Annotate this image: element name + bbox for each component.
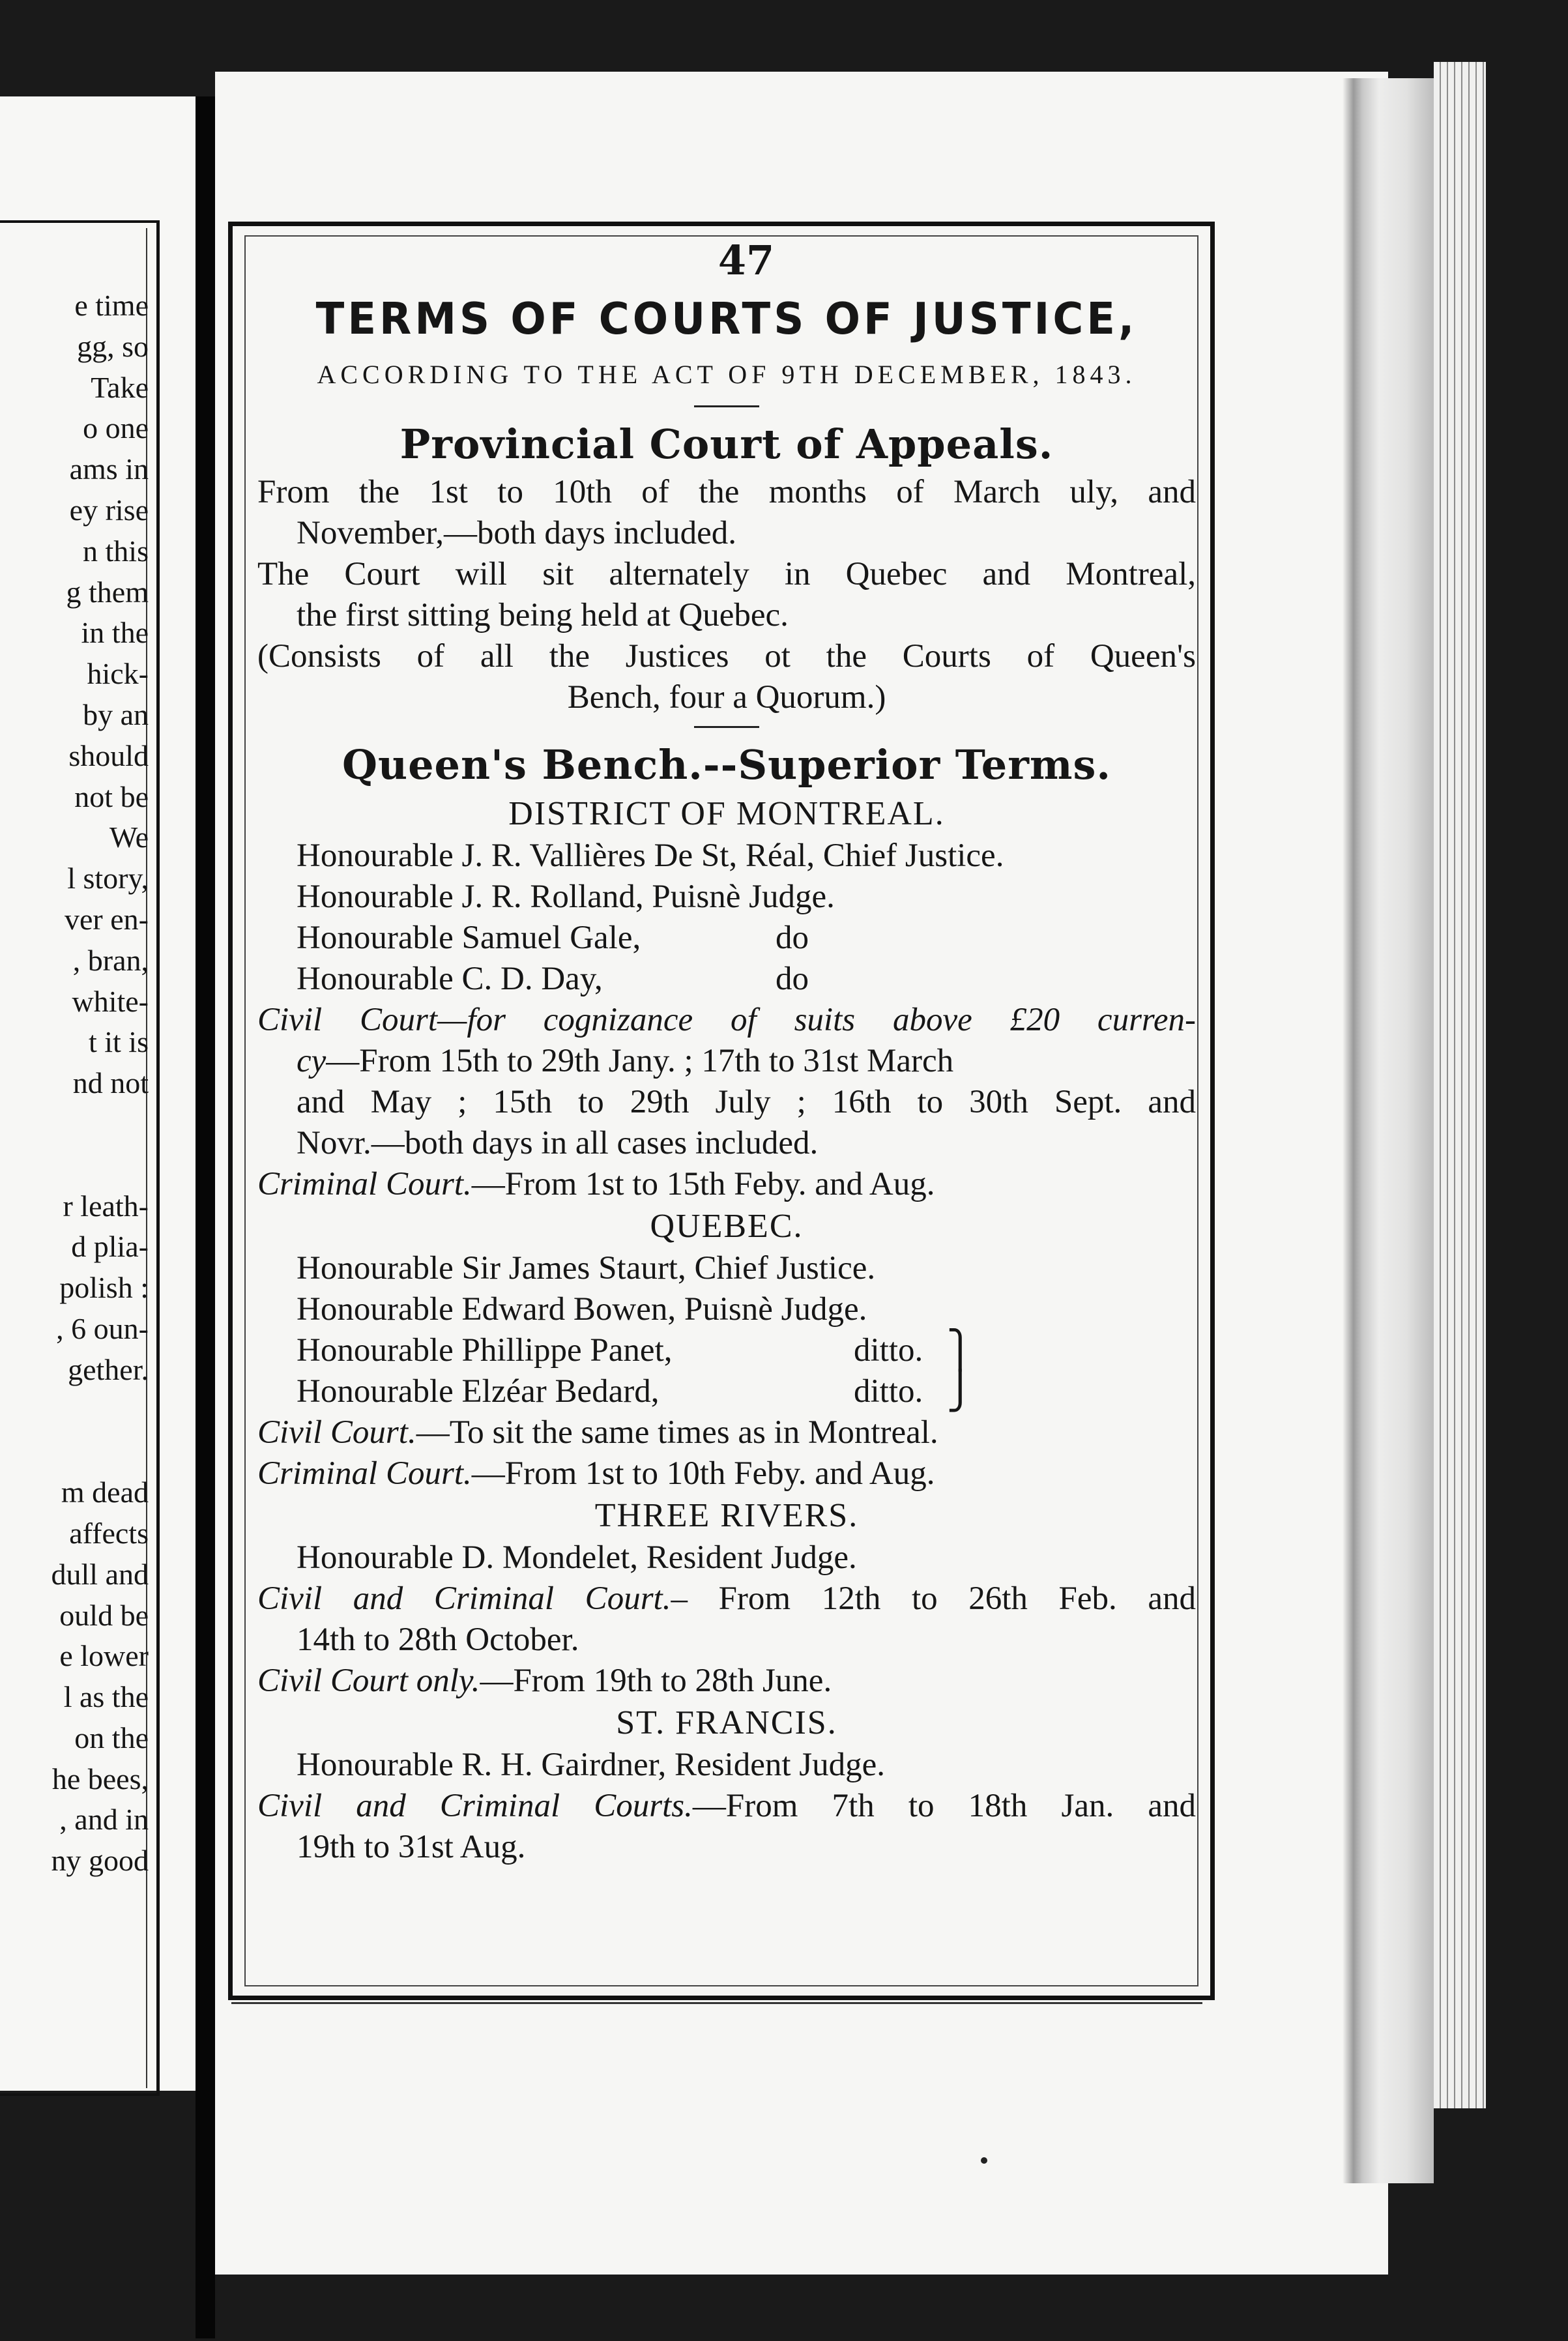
section-divider [694, 405, 759, 407]
left-page-line [0, 1431, 149, 1472]
appeals-line: Bench, four a Quorum.) [567, 679, 886, 716]
left-facing-page [0, 96, 196, 2091]
three-rivers-court-line [257, 1578, 1196, 1620]
criminal-court-dates: —From 1st to 10th Feby. and Aug. [471, 1455, 935, 1492]
montreal-civil-line [257, 1041, 1196, 1082]
left-page-line: on the [74, 1721, 149, 1754]
left-page-line: We [109, 821, 149, 854]
quebec-civil-line [257, 1412, 1196, 1453]
civil-court-cont: cy [297, 1043, 327, 1079]
left-page-line: should [68, 738, 149, 772]
judge-role: ditto. [854, 1373, 923, 1410]
book-gutter [196, 96, 215, 2338]
montreal-civil-line [257, 1000, 1196, 1041]
left-page-line: nd not [72, 1066, 149, 1100]
appeals-line: (Consists of all the Justices ot the Courts of Queen's [257, 638, 1196, 675]
left-page-line: in the [81, 616, 149, 650]
left-page-line: not be [74, 779, 149, 813]
left-page-line: , and in [59, 1803, 149, 1837]
montreal-criminal-line [257, 1164, 1196, 1205]
judge-entry: Honourable D. Mondelet, Resident Judge. [297, 1539, 857, 1576]
appeals-heading: Provincial Court of Appeals. [399, 420, 1054, 468]
left-page-line: e time [74, 289, 149, 322]
left-page-line: g them [66, 575, 149, 609]
civil-court-label: Civil Court. [257, 1414, 416, 1451]
judge-entry [257, 1289, 1196, 1330]
page-subtitle: ACCORDING TO THE ACT OF 9TH DECEMBER, 1843. [317, 360, 1137, 389]
left-page-line: n this [83, 534, 149, 568]
civil-court-dates: —To sit the same times as in Montreal. [416, 1414, 938, 1451]
left-page-line: ny good [51, 1844, 149, 1878]
district-montreal: DISTRICT OF MONTREAL. [508, 795, 945, 832]
left-page-line: polish : [59, 1271, 149, 1305]
criminal-court-label: Criminal Court. [257, 1455, 472, 1492]
judge-entry [257, 877, 1196, 918]
page-number: 47 [718, 237, 775, 284]
judge-entry: Honourable R. H. Gairdner, Resident Judge. [297, 1747, 886, 1783]
queens-bench-heading: Queen's Bench.--Superior Terms. [341, 741, 1112, 789]
left-page-line: gg, so [77, 329, 149, 363]
brace-glyph: ⎫ [946, 1330, 974, 1371]
appeals-line: The Court will sit alternately in Quebec and Montreal, [257, 556, 1196, 592]
three-rivers-court-line: 14th to 28th October. [297, 1621, 579, 1658]
judge-name: Honourable J. R. Vallières De St, Réal, Chief Justice. [297, 837, 1004, 874]
page-stack-edges [1434, 62, 1486, 2108]
left-page-line: white- [72, 984, 149, 1018]
left-page-line: hick- [87, 657, 149, 691]
left-page-line [0, 1104, 149, 1145]
judge-entry [257, 1330, 1196, 1371]
criminal-court-label: Criminal Court. [257, 1166, 472, 1202]
district-quebec: QUEBEC. [650, 1208, 804, 1245]
left-page-line: l as the [63, 1680, 149, 1714]
left-page-line: t it is [88, 1025, 149, 1059]
montreal-civil-line: Novr.—both days in all cases included. [297, 1125, 819, 1161]
left-page-line [0, 1391, 149, 1432]
brace-glyph: ⎭ [946, 1371, 974, 1412]
left-page-line: o one [83, 411, 149, 445]
courts-dates: —From 7th to 18th Jan. and [692, 1788, 1196, 1824]
left-page-line: d plia- [71, 1230, 149, 1264]
section-divider [694, 726, 759, 728]
judge-role: do [776, 961, 809, 997]
judge-name: Honourable Samuel Gale, [297, 920, 641, 956]
left-page-line: ver en- [65, 902, 149, 936]
three-rivers-civil-only-line [257, 1661, 1196, 1702]
civil-only-dates: —From 19th to 28th June. [480, 1663, 832, 1699]
left-page-line: by an [83, 697, 149, 731]
judge-role: do [776, 920, 809, 956]
judge-entry [257, 959, 1196, 1000]
left-page-line: e lower [59, 1639, 149, 1673]
judge-name: Honourable J. R. Rolland, Puisnè Judge. [297, 879, 835, 915]
civil-criminal-label: Civil and Criminal Court. [257, 1580, 671, 1617]
left-page-line: gether. [68, 1352, 149, 1386]
appeals-line: November,—both days included. [297, 515, 736, 551]
judge-name: Honourable C. D. Day, [297, 961, 603, 997]
district-three-rivers: THREE RIVERS. [594, 1497, 859, 1534]
bottom-rule [231, 2002, 1202, 2004]
judge-entry [257, 836, 1196, 877]
st-francis-court-line [257, 1786, 1196, 1827]
page-content [257, 235, 1196, 1868]
left-page-line: affects [69, 1516, 149, 1550]
ink-speck [981, 2157, 987, 2164]
left-page-line: r leath- [63, 1189, 149, 1223]
left-page-line [0, 1145, 149, 1186]
judge-entry [257, 918, 1196, 959]
civil-only-label: Civil Court only. [257, 1663, 480, 1699]
left-page-line: ams in [69, 452, 149, 486]
judge-name: Honourable Edward Bowen, Puisnè Judge. [297, 1291, 867, 1328]
courts-label: Civil and Criminal Courts. [257, 1788, 693, 1824]
judge-entry [257, 1248, 1196, 1289]
page-title: TERMS OF COURTS OF JUSTICE, [315, 294, 1138, 345]
criminal-court-dates: —From 1st to 15th Feby. and Aug. [471, 1166, 935, 1202]
district-st-francis: ST. FRANCIS. [616, 1704, 837, 1741]
appeals-line: From the 1st to 10th of the months of March uly, and [257, 474, 1196, 510]
civil-court-label: Civil Court—for cognizance of suits above £20 curren- [257, 1002, 1196, 1038]
judge-name: Honourable Phillippe Panet, [297, 1332, 673, 1369]
left-page-line: l story, [67, 862, 149, 895]
left-page-line: Take [91, 370, 149, 404]
appeals-line: the first sitting being held at Quebec. [297, 597, 789, 633]
left-page-line: ey rise [69, 493, 149, 527]
st-francis-court-line: 19th to 31st Aug. [297, 1829, 526, 1865]
left-page-line: he bees, [51, 1762, 149, 1796]
civil-criminal-dates: – From 12th to 26th Feb. and [671, 1580, 1196, 1617]
left-page-line: m dead [61, 1476, 149, 1509]
left-page-line: ould be [59, 1598, 149, 1632]
quebec-criminal-line [257, 1453, 1196, 1494]
judge-name: Honourable Sir James Staurt, Chief Justice. [297, 1250, 876, 1287]
judge-role: ditto. [854, 1332, 923, 1369]
left-page-line: , bran, [72, 943, 149, 977]
montreal-civil-line: and May ; 15th to 29th July ; 16th to 30th Sept. and [297, 1084, 1196, 1120]
left-page-line: , 6 oun- [56, 1311, 149, 1345]
judge-name: Honourable Elzéar Bedard, [297, 1373, 660, 1410]
left-page-line: dull and [51, 1557, 149, 1591]
left-page-text [0, 285, 149, 1882]
page-edge-shadow [1343, 78, 1434, 2183]
judge-entry [257, 1371, 1196, 1412]
civil-court-dates: —From 15th to 29th Jany. ; 17th to 31st March [326, 1043, 954, 1079]
